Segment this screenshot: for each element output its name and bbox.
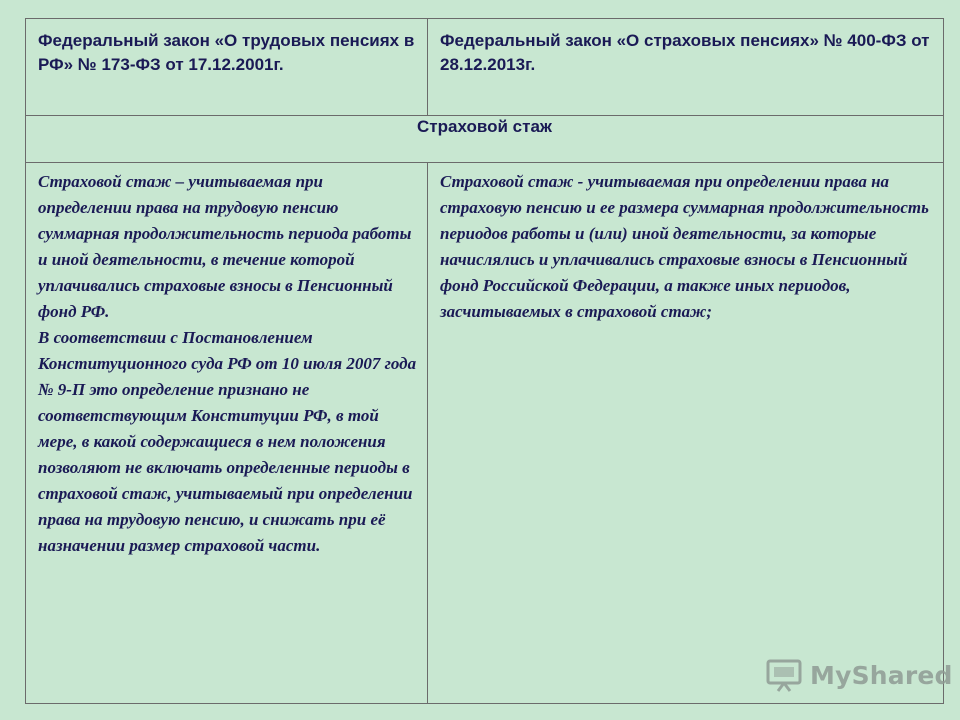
left-definition: Страховой стаж – учитываемая при определении права на трудовую пенсию суммарная продолжительность периода работы и иной деятельности, в течение которой уплачивались страховые взносы в Пенсионный фонд РФ. [38, 172, 412, 321]
header-row [26, 19, 944, 116]
myshared-watermark [766, 656, 953, 694]
body-right-cell [428, 163, 944, 704]
watermark-text: MyShared [810, 660, 953, 690]
law-400-title: Федеральный закон «О страховых пенсиях» № 400-ФЗ от 28.12.2013г. [440, 31, 930, 74]
section-row [26, 116, 944, 163]
law-comparison-table [25, 18, 944, 704]
presentation-board-icon [766, 658, 806, 692]
header-right-cell [428, 19, 944, 116]
body-row [26, 163, 944, 704]
right-definition: Страховой стаж - учитываемая при определении права на страховую пенсию и ее размера суммарная продолжительность периодов работы и (или) иной деятельности, за которые начислялись и уплачивались страховые взносы в Пенсионный фонд Российской Федерации, а также иных периодов, засчитываемых в страховой стаж; [440, 172, 929, 321]
header-left-cell [26, 19, 428, 116]
body-left-cell [26, 163, 428, 704]
left-court-ruling: В соответствии с Постановлением Конституционного суда РФ от 10 июля 2007 года № 9-П это определение признано не соответствующим Конституции РФ, в той мере, в какой содержащиеся в нем положения позволяют не включать определенные периоды в страховой стаж, учитываемый при определении права на трудовую пенсию, и снижать при её назначении размер страховой части. [38, 328, 417, 555]
section-title: Страховой стаж [26, 116, 944, 163]
law-173-title: Федеральный закон «О трудовых пенсиях в РФ» № 173-ФЗ от 17.12.2001г. [38, 31, 415, 74]
